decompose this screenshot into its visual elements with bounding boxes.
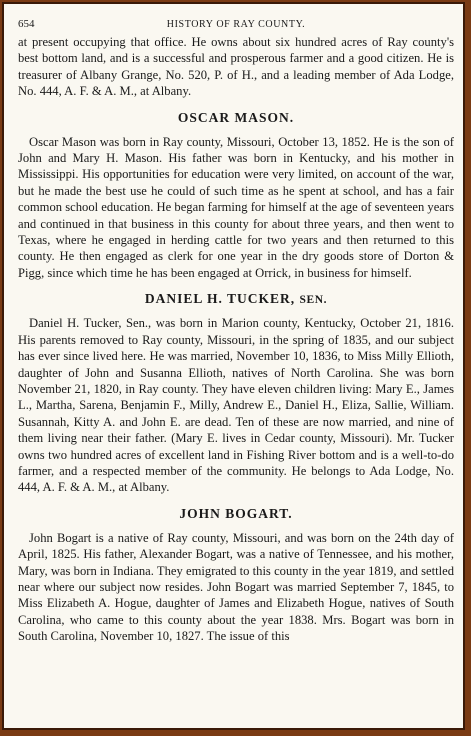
book-page [18, 16, 454, 645]
continued-paragraph: at present occupying that office. He owns about six hundred acres of Ray county's best bottom land, and is a successful and prosperous farmer and a good citizen. He is treasurer of Albany Grange, No. 520, P. of H., and a leading member of Ada Lodge, No. 444, A. F. & A. M., at Albany. [18, 35, 454, 99]
section-heading-daniel-h-tucker [18, 291, 454, 307]
page-frame [2, 2, 465, 730]
heading-text: JOHN BOGART. [179, 505, 293, 521]
biography-oscar-mason: Oscar Mason was born in Ray county, Missouri, October 13, 1852. He is the son of John and Mary H. Mason. His father was born in Kentucky, and his mother in Mississippi. His opportunities for education were very limited, on account of the war, but he made the best use he could of such time as he spent at school, and has a fair common school education. He began farming for himself at the age of seventeen years and continued in that business in this county for about three years, and then went to Texas, where he engaged in herding cattle for two years and then returned to this county. He then engaged as clerk for one year in the dry goods store of Dorton & Pigg, since which time he has been engaged at Orrick, in business for himself. [18, 134, 454, 280]
page-number: 654 [18, 18, 35, 30]
section-heading-oscar-mason [18, 110, 454, 126]
heading-suffix: SEN. [299, 294, 328, 307]
running-title: HISTORY OF RAY COUNTY. [166, 19, 306, 30]
biography-daniel-h-tucker: Daniel H. Tucker, Sen., was born in Marion county, Kentucky, October 21, 1816. His parents removed to Ray county, Missouri, in the spring of 1835, and our subject has ever since lived here. He was married, November 10, 1836, to Miss Milly Ellioth, daughter of John and Susanna Ellioth, natives of North Carolina. She was born November 21, 1820, in Ray county. They have eleven children living: Mary E., James L., Martha, Sarena, Benjamin F., Milly, Andrew E., Daniel H., Eliza, Sallie, William. Susannah, Kitty A. and John E. are dead. Ten of these are now married, and nine of them living near their father. (Mary E. lives in Cedar county, Missouri). Mr. Tucker owns two hundred acres of excellent land in Fishing River bottom and is a well-to-do farmer, and a respected member of the community. He belongs to Ada Lodge, No. 444, A. F. & A. M., at Albany. [18, 316, 454, 495]
heading-text: OSCAR MASON. [177, 109, 295, 125]
heading-text: DANIEL H. TUCKER, [144, 291, 296, 307]
running-head [18, 16, 454, 34]
section-heading-john-bogart [18, 506, 454, 522]
biography-john-bogart: John Bogart is a native of Ray county, Missouri, and was born on the 24th day of April, 1825. His father, Alexander Bogart, was a native of Tennessee, and his mother, Mary, was born in Indiana. They emigrated to this county in the year 1819, and settled near where our subject now resides. John Bogart was married September 7, 1845, to Miss Elizabeth A. Hogue, daughter of James and Elizabeth Hogue, natives of South Carolina, who came to this county about the year 1838. Mrs. Bogart was born in South Carolina, November 10, 1827. The issue of this [18, 530, 454, 644]
